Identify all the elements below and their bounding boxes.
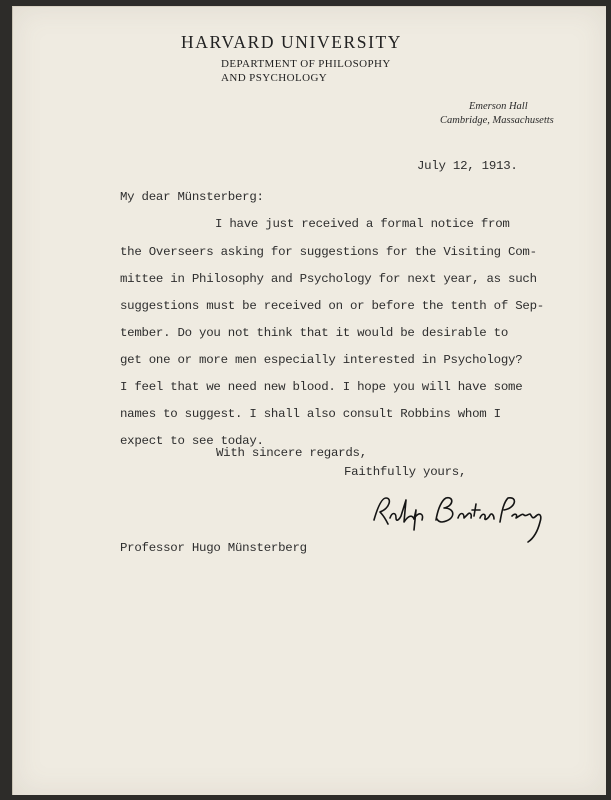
body-line: tember. Do you not think that it would be desirable to bbox=[120, 326, 509, 340]
letter-date: July 12, 1913. bbox=[417, 159, 518, 173]
letterhead-department-line-1: DEPARTMENT OF PHILOSOPHY bbox=[221, 58, 391, 70]
address-line-2: Cambridge, Massachusetts bbox=[440, 115, 554, 126]
body-line: I have just received a formal notice from bbox=[215, 217, 510, 231]
body-line: expect to see today. bbox=[120, 434, 264, 448]
handwritten-signature bbox=[368, 486, 568, 548]
recipient-name: Professor Hugo Münsterberg bbox=[120, 541, 307, 555]
address-line-1: Emerson Hall bbox=[469, 101, 528, 112]
body-line: mittee in Philosophy and Psychology for next year, as such bbox=[120, 272, 537, 286]
body-line: I feel that we need new blood. I hope you will have some bbox=[120, 380, 523, 394]
closing-faithfully: Faithfully yours, bbox=[344, 465, 467, 479]
letterhead-institution: HARVARD UNIVERSITY bbox=[181, 32, 403, 52]
body-line: the Overseers asking for suggestions for the Visiting Com- bbox=[120, 245, 537, 259]
body-line: get one or more men especially interested in Psychology? bbox=[120, 353, 523, 367]
salutation: My dear Münsterberg: bbox=[120, 190, 264, 204]
letterhead-department-line-2: AND PSYCHOLOGY bbox=[221, 72, 328, 84]
body-line: names to suggest. I shall also consult Robbins whom I bbox=[120, 407, 501, 421]
body-line: suggestions must be received on or before the tenth of Sep- bbox=[120, 299, 544, 313]
closing-regards: With sincere regards, bbox=[216, 446, 367, 460]
